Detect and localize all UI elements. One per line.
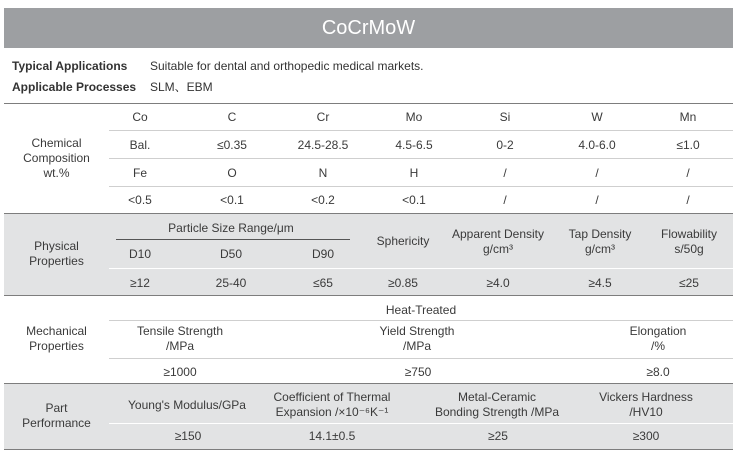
rule-bottom: [4, 449, 733, 450]
chem-element: /: [503, 165, 507, 180]
chemical-label-line3: wt.%: [43, 165, 70, 180]
mechanical-label-line2: Properties: [29, 339, 84, 353]
rule-mechanical: [4, 295, 733, 296]
cte-l2: Expansion /×10⁻⁶K⁻¹: [275, 405, 389, 419]
heat-treated-header: Heat-Treated: [385, 302, 457, 317]
elongation-l2: /%: [650, 339, 665, 353]
sphericity-header: Sphericity: [376, 233, 430, 248]
chem-value: Bal.: [129, 137, 151, 152]
mc-l1: Metal-Ceramic: [457, 390, 536, 404]
applications-value: Suitable for dental and orthopedic medical markets.: [150, 59, 424, 73]
chem-element: W: [591, 109, 603, 124]
flowability-header: [645, 224, 733, 260]
chem-value: /: [503, 192, 507, 207]
vickers-l2: /HV10: [629, 405, 663, 419]
physical-label-line2: Properties: [29, 254, 84, 268]
part-label: [4, 383, 109, 449]
part-divider: [109, 423, 733, 424]
yield-header: [362, 322, 472, 356]
tap-density-l1: Tap Density: [568, 227, 632, 241]
chem-element: Mo: [405, 109, 423, 124]
yield-l1: Yield Strength: [379, 324, 455, 338]
chem-divider-2: [109, 158, 733, 159]
chem-element: /: [686, 165, 690, 180]
value-apparent-density: ≥4.0: [486, 275, 510, 290]
chem-value: <0.1: [402, 192, 426, 207]
chem-value: /: [686, 192, 690, 207]
apparent-density-l1: Apparent Density: [451, 227, 545, 241]
chem-value: 4.5-6.5: [395, 137, 433, 152]
chem-element: Co: [132, 109, 148, 124]
value-yield: ≥750: [404, 364, 432, 379]
value-tensile: ≥1000: [163, 364, 197, 379]
chemical-label-line1: Chemical: [31, 135, 82, 150]
chem-value: 24.5-28.5: [297, 137, 349, 152]
chem-divider-3: [109, 186, 733, 187]
elongation-header: [612, 322, 704, 356]
cte-l1: Coefficient of Thermal: [273, 390, 391, 404]
apparent-density-header: [443, 224, 553, 260]
vickers-l1: Vickers Hardness: [599, 390, 693, 404]
metal-ceramic-header: [430, 388, 564, 422]
apparent-density-l2: g/cm³: [483, 242, 513, 256]
chem-element: O: [227, 165, 237, 180]
value-d50: 25-40: [215, 275, 247, 290]
value-flowability: ≤25: [679, 275, 699, 290]
physical-divider: [109, 268, 733, 269]
chem-element: /: [595, 165, 599, 180]
value-sphericity: ≥0.85: [388, 275, 418, 290]
applications-label: Typical Applications: [12, 59, 128, 73]
chem-value: <0.5: [128, 192, 152, 207]
chem-value: 4.0-6.0: [578, 137, 616, 152]
chem-element: Mn: [679, 109, 697, 124]
mech-divider-2: [109, 358, 733, 359]
value-vickers: ≥300: [632, 428, 660, 443]
processes-value: SLM、EBM: [150, 80, 213, 94]
chemical-label: [4, 103, 109, 213]
typical-applications-row: [12, 59, 424, 73]
processes-label: Applicable Processes: [12, 80, 137, 94]
value-cte: 14.1±0.5: [308, 428, 356, 443]
chem-value: ≤0.35: [217, 137, 247, 152]
tensile-header: [118, 322, 242, 356]
value-tap-density: ≥4.5: [588, 275, 612, 290]
chem-element: C: [227, 109, 237, 124]
tensile-l1: Tensile Strength: [136, 324, 224, 338]
part-label-line2: Performance: [22, 416, 91, 430]
mech-divider-1: [109, 320, 733, 321]
flowability-l1: Flowability: [660, 227, 717, 241]
value-youngs: ≥150: [174, 428, 202, 443]
youngs-header: Young's Modulus/GPa: [128, 397, 246, 412]
tensile-l2: /MPa: [165, 339, 194, 353]
psd-header: Particle Size Range/μm: [168, 220, 294, 235]
chem-element: Cr: [316, 109, 330, 124]
mc-l2: Bonding Strength /MPa: [434, 405, 560, 419]
chemical-label-line2: Composition: [23, 150, 90, 165]
tap-density-header: [555, 224, 645, 260]
yield-l2: /MPa: [402, 339, 431, 353]
cte-header: [262, 388, 402, 422]
page-title: CoCrMoW: [4, 8, 733, 48]
value-d10: ≥12: [130, 275, 150, 290]
chem-value: <0.2: [311, 192, 335, 207]
mechanical-label: [4, 295, 109, 383]
chem-value: <0.1: [220, 192, 244, 207]
rule-part: [4, 383, 733, 384]
rule-top: [4, 103, 733, 104]
chem-element: Si: [499, 109, 511, 124]
chem-element: N: [318, 165, 328, 180]
part-label-line1: Part: [45, 401, 68, 415]
chem-value: /: [595, 192, 599, 207]
chem-divider-1: [109, 130, 733, 131]
physical-label: [4, 213, 109, 295]
psd-d10: D10: [128, 246, 151, 261]
value-d90: ≤65: [313, 275, 333, 290]
chem-value: ≤1.0: [676, 137, 700, 152]
value-elongation: ≥8.0: [646, 364, 670, 379]
chem-element: Fe: [132, 165, 147, 180]
psd-d50: D50: [219, 246, 242, 261]
mechanical-label-line1: Mechanical: [26, 324, 87, 338]
elongation-l1: Elongation: [629, 324, 687, 338]
rule-physical: [4, 213, 733, 214]
chem-value: 0-2: [496, 137, 514, 152]
psd-underline: [116, 239, 350, 240]
applicable-processes-row: [12, 78, 213, 95]
physical-label-line1: Physical: [34, 239, 79, 253]
psd-d90: D90: [311, 246, 334, 261]
flowability-l2: s/50g: [674, 242, 704, 256]
chem-element: H: [409, 165, 419, 180]
vickers-header: [590, 388, 702, 422]
tap-density-l2: g/cm³: [585, 242, 615, 256]
value-metal-ceramic: ≥25: [488, 428, 508, 443]
